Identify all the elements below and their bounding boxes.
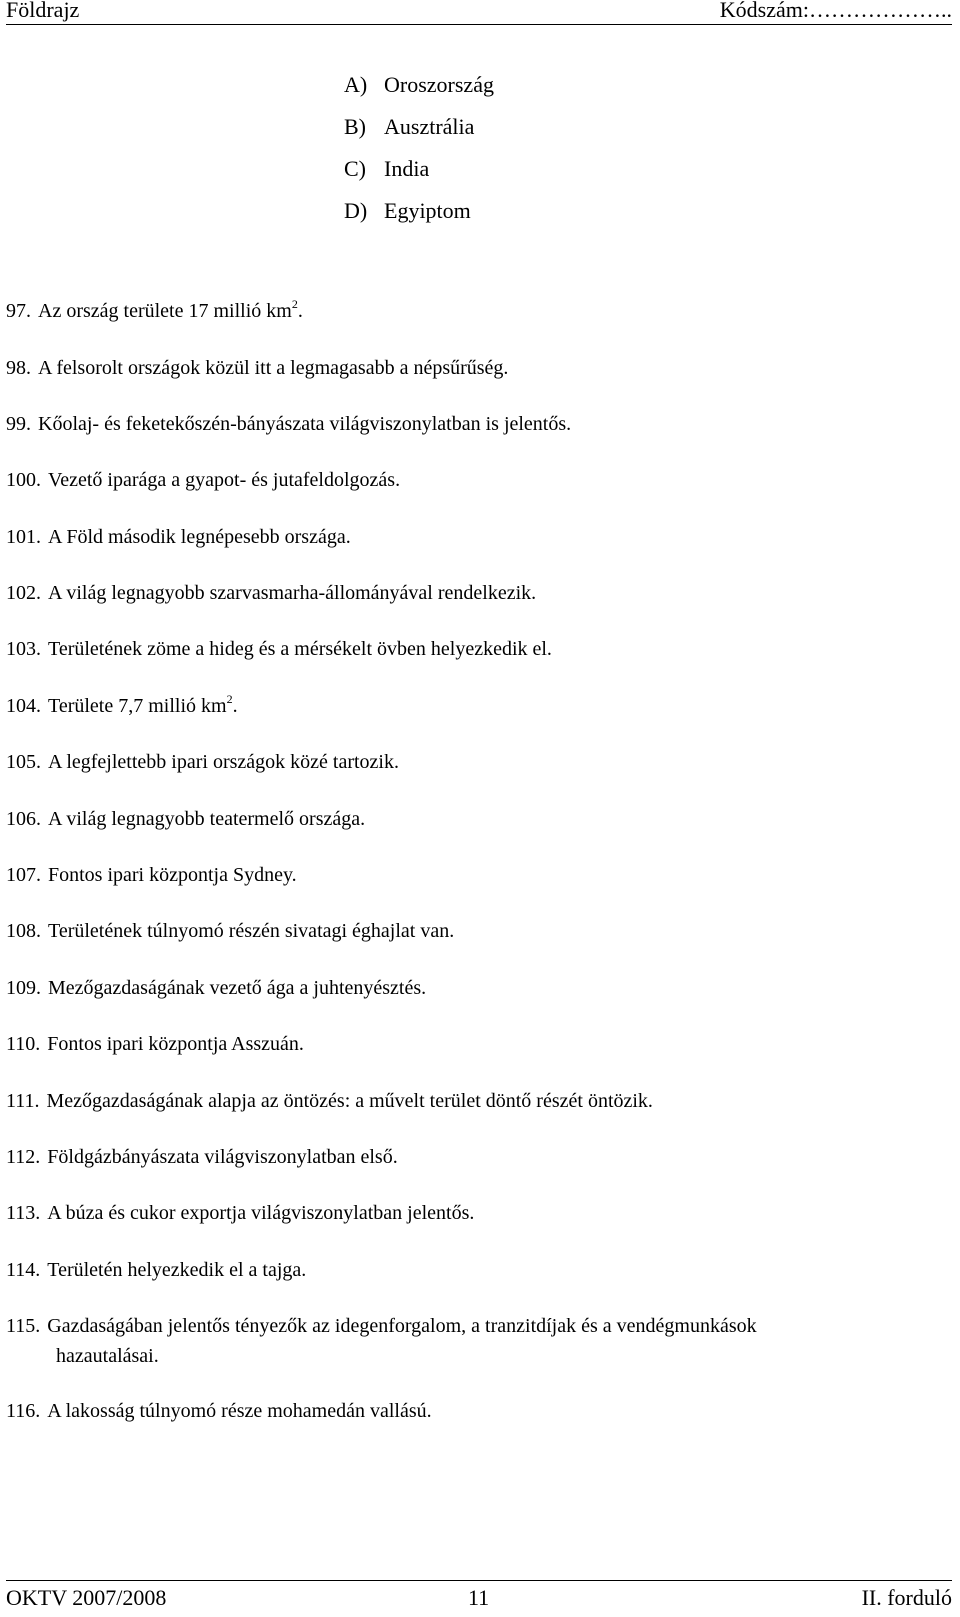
question-number: 112. — [6, 1146, 41, 1168]
option-letter: D) — [344, 198, 368, 223]
question-text: Földgázbányászata világviszonylatban első. — [47, 1146, 398, 1168]
question-number: 108. — [6, 920, 41, 942]
question-number: 97. — [6, 300, 31, 322]
footer-competition: OKTV 2007/2008 — [6, 1585, 167, 1610]
question-item — [6, 918, 454, 944]
question-text: Kőolaj- és feketekőszén-bányászata világviszonylatban is jelentős. — [38, 413, 572, 435]
option-text: Ausztrália — [384, 114, 475, 139]
question-text: A Föld második legnépesebb országa. — [48, 526, 351, 548]
question-item — [6, 1088, 653, 1114]
question-text: Fontos ipari központja Asszuán. — [47, 1033, 304, 1055]
question-item — [6, 806, 365, 832]
option-c — [344, 156, 429, 182]
question-text: Területének túlnyomó részén sivatagi éghajlat van. — [48, 920, 455, 942]
question-number: 111. — [6, 1090, 40, 1112]
question-item — [6, 862, 297, 888]
option-letter: B) — [344, 114, 366, 139]
question-number: 106. — [6, 808, 41, 830]
question-item — [6, 467, 400, 493]
question-text: Az ország területe 17 millió km — [38, 300, 292, 322]
question-number: 98. — [6, 357, 31, 379]
question-number: 116. — [6, 1400, 41, 1422]
question-item — [6, 1031, 304, 1057]
question-text-continuation: hazautalásai. — [56, 1345, 159, 1367]
question-text: Vezető iparága a gyapot- és jutafeldolgozás. — [48, 469, 401, 491]
option-a — [344, 72, 494, 98]
question-text: Területe 7,7 millió km — [48, 695, 227, 717]
question-text: A lakosság túlnyomó része mohamedán vallású. — [47, 1400, 432, 1422]
question-item — [6, 411, 571, 437]
question-text: Területén helyezkedik el a tajga. — [47, 1259, 307, 1281]
option-letter: A) — [344, 72, 368, 97]
question-item — [6, 524, 351, 550]
question-item — [6, 1257, 306, 1283]
question-number: 105. — [6, 751, 41, 773]
question-item — [6, 1311, 956, 1371]
question-item — [6, 1200, 474, 1226]
question-text: A búza és cukor exportja világviszonylatban jelentős. — [47, 1202, 475, 1224]
question-text: Mezőgazdaságának vezető ága a juhtenyésztés. — [48, 977, 427, 999]
superscript: 2 — [291, 297, 298, 311]
page-footer — [6, 1580, 952, 1617]
header-code-label: Kódszám:……………….. — [719, 0, 952, 22]
question-text: A világ legnagyobb szarvasmarha-állományával rendelkezik. — [48, 582, 537, 604]
question-number: 103. — [6, 638, 41, 660]
question-item — [6, 636, 552, 662]
option-d — [344, 198, 471, 224]
question-item — [6, 1144, 398, 1170]
question-text: A felsorolt országok közül itt a legmagasabb a népsűrűség. — [38, 357, 509, 379]
question-number: 113. — [6, 1202, 41, 1224]
superscript: 2 — [226, 692, 233, 706]
footer-round: II. forduló — [861, 1585, 952, 1610]
question-number: 114. — [6, 1259, 41, 1281]
question-number: 115. — [6, 1315, 41, 1337]
question-number: 109. — [6, 977, 41, 999]
option-text: India — [384, 156, 430, 181]
question-text: A világ legnagyobb teatermelő országa. — [48, 808, 366, 830]
question-number: 101. — [6, 526, 41, 548]
footer-page-number: 11 — [468, 1585, 490, 1610]
question-text-end: . — [232, 695, 238, 717]
question-text-end: . — [297, 300, 303, 322]
question-number: 102. — [6, 582, 41, 604]
question-text: Gazdaságában jelentős tényezők az idegenforgalom, a tranzitdíjak és a vendégmunkások — [47, 1315, 757, 1337]
question-number: 99. — [6, 413, 31, 435]
question-text: Területének zöme a hideg és a mérsékelt övben helyezkedik el. — [48, 638, 552, 660]
question-item — [6, 580, 536, 606]
question-item — [6, 355, 508, 381]
question-item — [6, 1398, 432, 1424]
question-number: 107. — [6, 864, 41, 886]
question-text: Fontos ipari központja Sydney. — [48, 864, 297, 886]
option-text: Oroszország — [384, 72, 494, 97]
option-b — [344, 114, 474, 140]
question-text: Mezőgazdaságának alapja az öntözés: a művelt terület döntő részét öntözik. — [46, 1090, 653, 1112]
question-text: A legfejlettebb ipari országok közé tartozik. — [48, 751, 399, 773]
option-text: Egyiptom — [384, 198, 471, 223]
question-item — [6, 749, 399, 775]
question-number: 104. — [6, 695, 41, 717]
option-letter: C) — [344, 156, 366, 181]
question-item — [6, 975, 426, 1001]
question-item — [6, 298, 303, 324]
question-number: 100. — [6, 469, 41, 491]
question-item — [6, 693, 238, 719]
header-subject: Földrajz — [6, 0, 80, 22]
page-header — [6, 0, 952, 25]
question-number: 110. — [6, 1033, 41, 1055]
